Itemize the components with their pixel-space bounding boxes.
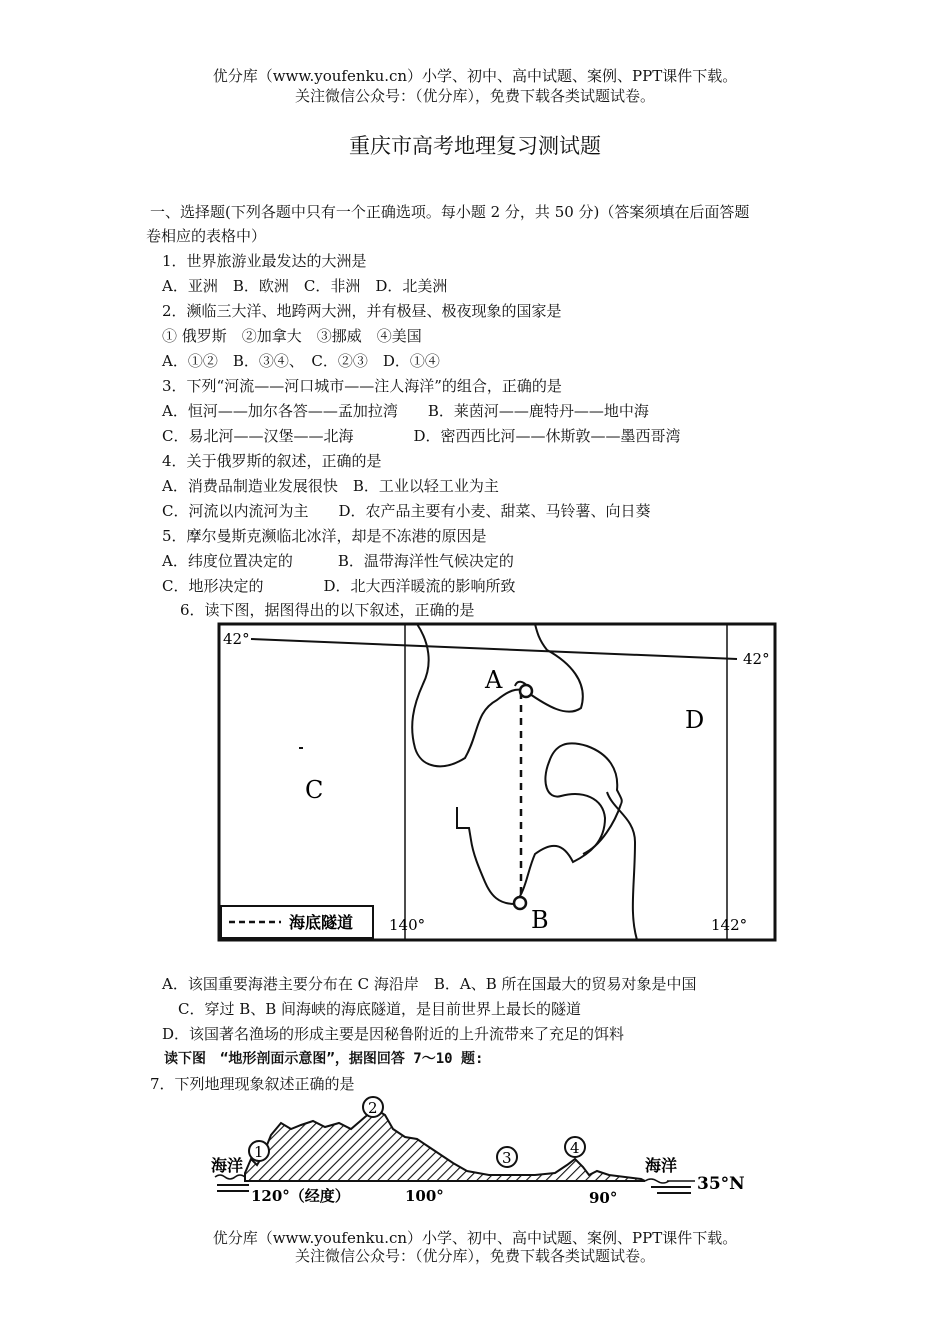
q1-options: A．亚洲 B．欧洲 C．非洲 D．北美洲 bbox=[162, 277, 448, 295]
q5-stem: 5．摩尔曼斯克濒临北冰洋，却是不冻港的原因是 bbox=[162, 527, 487, 545]
q3-stem: 3．下列“河流——河口城市——注人海洋”的组合，正确的是 bbox=[162, 377, 562, 395]
profile-marker-3: 3 bbox=[502, 1149, 512, 1167]
q6-option-a-b: A．该国重要海港主要分布在 C 海沿岸 B．A、B 所在国最大的贸易对象是中国 bbox=[162, 975, 697, 993]
profile-lat-label: 35°N bbox=[697, 1174, 745, 1194]
q6-map-figure bbox=[217, 622, 777, 942]
map-lat-left: 42° bbox=[223, 630, 250, 648]
page-title: 重庆市高考地理复习测试题 bbox=[349, 134, 601, 158]
q2-items: ① 俄罗斯 ②加拿大 ③挪威 ④美国 bbox=[162, 327, 422, 345]
map-label-c: C bbox=[305, 776, 324, 804]
profile-ocean-left: 海洋 bbox=[211, 1156, 244, 1175]
map-lat-right: 42° bbox=[743, 650, 770, 668]
section-heading: 一、选择题(下列各题中只有一个正确选项。每小题 2 分，共 50 分)（答案须填在后面答题 bbox=[150, 203, 750, 221]
q4-options-2: C．河流以内流河为主 D．农产品主要有小麦、甜菜、马铃薯、向日葵 bbox=[162, 502, 651, 520]
header-line-2: 关注微信公众号：（优分库），免费下载各类试题试卷。 bbox=[294, 87, 655, 105]
profile-marker-1: 1 bbox=[254, 1143, 264, 1161]
profile-marker-4: 4 bbox=[570, 1139, 580, 1157]
q4-options-1: A．消费品制造业发展很快 B．工业以轻工业为主 bbox=[162, 477, 499, 495]
q6-option-c: C．穿过 B、B 间海峡的海底隧道，是目前世界上最长的隧道 bbox=[178, 1000, 582, 1018]
header-line-1: 优分库（www.youfenku.cn）小学、初中、高中试题、案例、PPT课件下载。 bbox=[212, 67, 738, 85]
profile-lon-90: 90° bbox=[589, 1189, 618, 1207]
q7-profile-figure bbox=[205, 1095, 750, 1215]
q3-options-1: A．恒河——加尔各答——孟加拉湾 B．莱茵河——鹿特丹——地中海 bbox=[162, 402, 649, 420]
q4-stem: 4．关于俄罗斯的叙述，正确的是 bbox=[162, 452, 382, 470]
map-label-a: A bbox=[485, 666, 503, 694]
footer-line-1: 优分库（www.youfenku.cn）小学、初中、高中试题、案例、PPT课件下载。 bbox=[212, 1229, 738, 1247]
q2-stem: 2．濒临三大洋、地跨两大洲，并有极昼、极夜现象的国家是 bbox=[162, 302, 562, 320]
map-lon-left: 140° bbox=[389, 916, 426, 934]
map-lon-right: 142° bbox=[711, 916, 748, 934]
q5-options-2: C．地形决定的 D．北大西洋暖流的影响所致 bbox=[162, 577, 516, 595]
q5-options-1: A．纬度位置决定的 B．温带海洋性气候决定的 bbox=[162, 552, 514, 570]
q3-options-2: C．易北河——汉堡——北海 D．密西西比河——休斯敦——墨西哥湾 bbox=[162, 427, 681, 445]
q1-stem: 1．世界旅游业最发达的大洲是 bbox=[162, 252, 367, 270]
map-label-d: D bbox=[685, 706, 705, 734]
profile-marker-2: 2 bbox=[368, 1099, 378, 1117]
q6-option-d: D．该国著名渔场的形成主要是因秘鲁附近的上升流带来了充足的饵料 bbox=[162, 1025, 625, 1043]
footer-line-2: 关注微信公众号：（优分库），免费下载各类试题试卷。 bbox=[294, 1247, 655, 1265]
q6-stem: 6．读下图，据图得出的以下叙述，正确的是 bbox=[180, 601, 475, 619]
map-label-b: B bbox=[531, 906, 549, 934]
read-note: 读下图 “地形剖面示意图”，据图回答 7～10 题: bbox=[164, 1051, 484, 1067]
profile-lon-120: 120°（经度） bbox=[251, 1187, 350, 1205]
profile-ocean-right: 海洋 bbox=[645, 1156, 678, 1175]
profile-lon-100: 100° bbox=[405, 1187, 444, 1205]
section-heading-cont: 卷相应的表格中） bbox=[146, 227, 267, 245]
q7-stem: 7．下列地理现象叙述正确的是 bbox=[150, 1075, 355, 1093]
map-legend-label: 海底隧道 bbox=[289, 913, 354, 932]
q2-options: A．①② B．③④、 C．②③ D．①④ bbox=[162, 352, 440, 370]
